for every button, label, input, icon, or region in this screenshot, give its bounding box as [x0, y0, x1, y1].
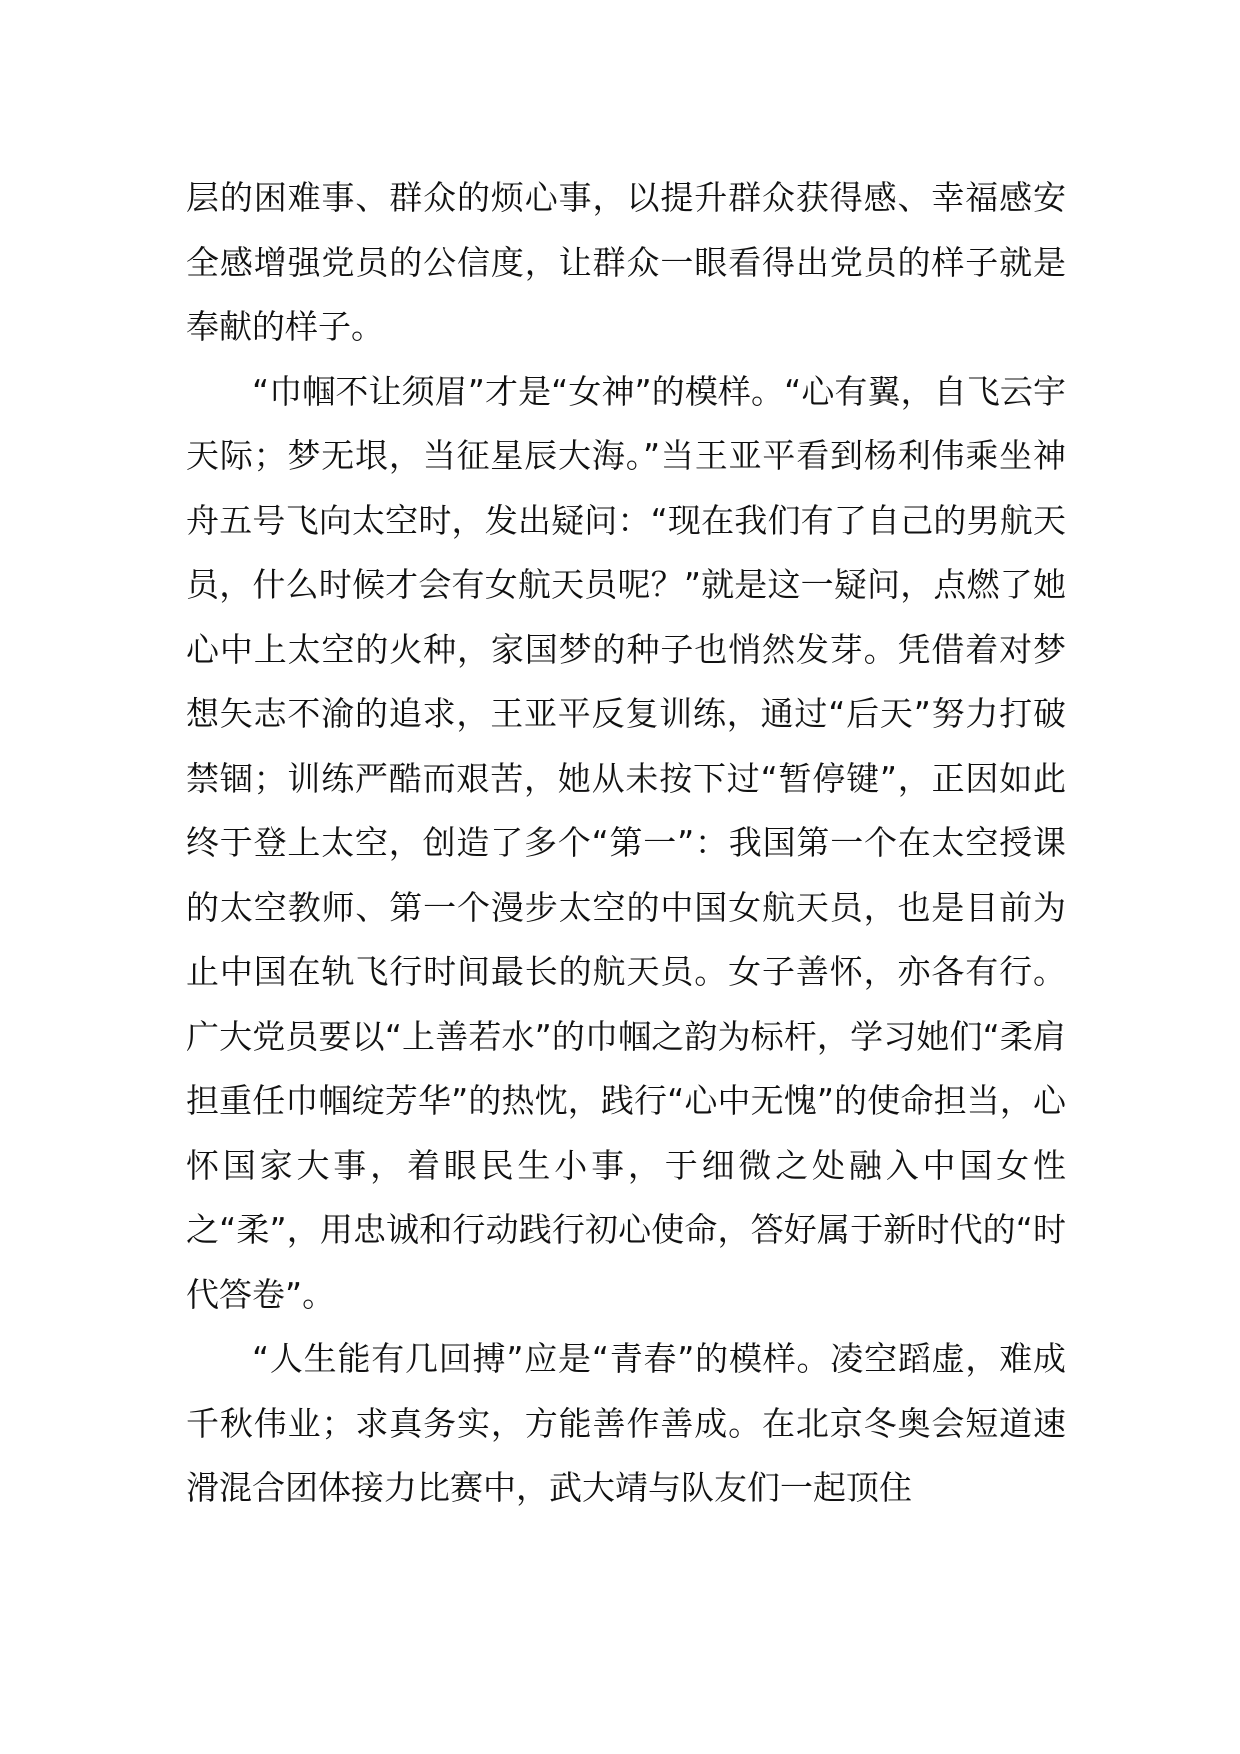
paragraph-3: “人生能有几回搏”应是“青春”的模样。凌空蹈虚，难成千秋伟业；求真务实，方能善作善成。在北京冬奥会短道速滑混合团体接力比赛中，武大靖与队友们一起顶住: [186, 1339, 1066, 1507]
document-body: [186, 166, 1066, 1521]
paragraph-2: “巾帼不让须眉”才是“女神”的模样。“心有翼，自飞云宇天际；梦无垠，当征星辰大海。”当王亚平看到杨利伟乘坐神舟五号飞向太空时，发出疑问：“现在我们有了自己的男航天员，什么时候才会有女航天员呢？”就是这一疑问，点燃了她心中上太空的火种，家国梦的种子也悄然发芽。凭借着对梦想矢志不渝的追求，王亚平反复训练，通过“后天”努力打破禁锢；训练严酷而艰苦，她从未按下过“暂停键”，正因如此终于登上太空，创造了多个“第一”：我国第一个在太空授课的太空教师、第一个漫步太空的中国女航天员，也是目前为止中国在轨飞行时间最长的航天员。女子善怀，亦各有行。广大党员要以“上善若水”的巾帼之韵为标杆，学习她们“柔肩担重任巾帼绽芳华”的热忱，践行“心中无愧”的使命担当，心怀国家大事，着眼民生小事，于细微之处融入中国女性之“柔”，用忠诚和行动践行初心使命，答好属于新时代的“时代答卷”。: [186, 371, 1066, 1314]
paragraph-1: 层的困难事、群众的烦心事，以提升群众获得感、幸福感安全感增强党员的公信度，让群众一眼看得出党员的样子就是奉献的样子。: [186, 178, 1066, 346]
